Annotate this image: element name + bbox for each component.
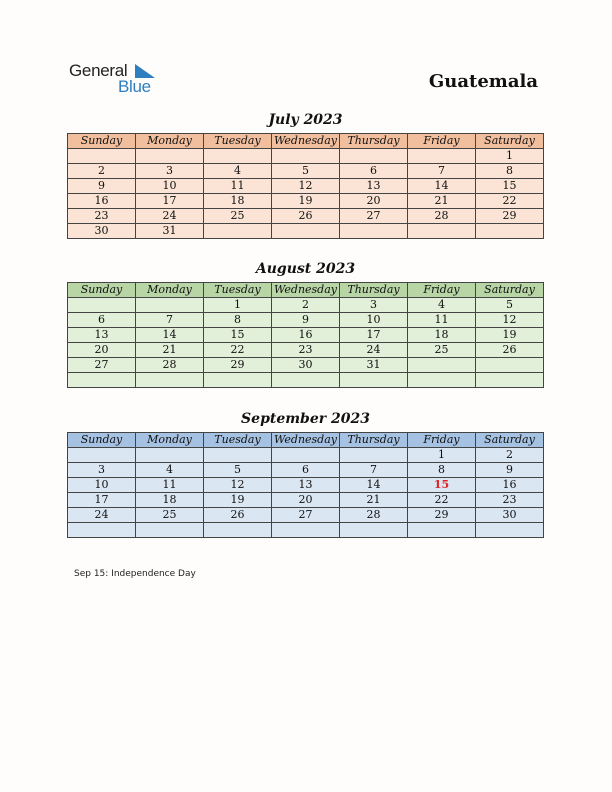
day-cell [136,149,204,164]
day-cell [272,448,340,463]
weekday-header: Saturday [476,134,544,149]
week-row [68,224,544,239]
day-cell: 19 [204,493,272,508]
day-cell: 17 [68,493,136,508]
day-cell: 8 [408,463,476,478]
day-cell: 27 [340,209,408,224]
day-cell: 4 [136,463,204,478]
day-cell: 6 [272,463,340,478]
day-cell: 2 [68,164,136,179]
weekday-header: Saturday [476,433,544,448]
day-cell: 23 [272,343,340,358]
day-cell: 2 [476,448,544,463]
day-cell [476,373,544,388]
day-cell: 14 [136,328,204,343]
day-cell [68,149,136,164]
weekday-header: Tuesday [204,433,272,448]
week-row [68,358,544,373]
day-cell: 28 [340,508,408,523]
day-cell: 5 [204,463,272,478]
day-cell [408,358,476,373]
day-cell: 20 [68,343,136,358]
day-cell: 10 [68,478,136,493]
weekday-header-row [68,134,544,149]
day-cell: 6 [68,313,136,328]
day-cell [136,373,204,388]
day-cell: 25 [408,343,476,358]
day-cell [408,523,476,538]
day-cell: 26 [204,508,272,523]
day-cell: 9 [476,463,544,478]
week-row [68,328,544,343]
day-cell: 10 [340,313,408,328]
logo-text-blue: Blue [118,77,151,96]
day-cell: 12 [476,313,544,328]
calendar-july [67,133,544,239]
day-cell: 21 [340,493,408,508]
day-cell: 31 [136,224,204,239]
day-cell [136,523,204,538]
day-cell [340,224,408,239]
day-cell: 1 [204,298,272,313]
weekday-header-row [68,433,544,448]
day-cell [408,149,476,164]
day-cell [68,298,136,313]
day-cell: 19 [272,194,340,209]
day-cell: 28 [408,209,476,224]
weekday-header: Monday [136,283,204,298]
day-cell: 26 [476,343,544,358]
day-cell [408,373,476,388]
weekday-header: Sunday [68,134,136,149]
weekday-header: Sunday [68,433,136,448]
week-row [68,194,544,209]
day-cell: 29 [204,358,272,373]
day-cell [68,373,136,388]
day-cell [272,149,340,164]
day-cell: 31 [340,358,408,373]
day-cell: 21 [408,194,476,209]
day-cell: 7 [340,463,408,478]
day-cell: 20 [340,194,408,209]
day-cell: 16 [68,194,136,209]
day-cell: 16 [272,328,340,343]
day-cell [476,358,544,373]
day-cell: 13 [68,328,136,343]
weekday-header: Friday [408,433,476,448]
day-cell: 4 [408,298,476,313]
day-cell: 12 [204,478,272,493]
day-cell: 30 [476,508,544,523]
day-cell: 6 [340,164,408,179]
day-cell: 23 [68,209,136,224]
day-cell [204,224,272,239]
day-cell [340,523,408,538]
holiday-notes: Sep 15: Independence Day [74,569,196,579]
day-cell: 3 [68,463,136,478]
day-cell: 22 [204,343,272,358]
calendar-august [67,282,544,388]
day-cell: 4 [204,164,272,179]
day-cell: 7 [136,313,204,328]
day-cell: 17 [340,328,408,343]
day-cell: 20 [272,493,340,508]
day-cell [272,523,340,538]
week-row [68,463,544,478]
day-cell: 24 [136,209,204,224]
day-cell: 15 [476,179,544,194]
weekday-header: Tuesday [204,134,272,149]
weekday-header: Sunday [68,283,136,298]
day-cell: 29 [476,209,544,224]
day-cell [272,224,340,239]
weekday-header: Wednesday [272,134,340,149]
day-cell [340,448,408,463]
day-cell [272,373,340,388]
day-cell: 22 [408,493,476,508]
weekday-header: Saturday [476,283,544,298]
day-cell: 11 [408,313,476,328]
day-cell: 3 [340,298,408,313]
day-cell: 19 [476,328,544,343]
week-row [68,179,544,194]
day-cell [204,523,272,538]
calendar-september [67,432,544,538]
day-cell: 13 [272,478,340,493]
day-cell: 18 [136,493,204,508]
week-row [68,164,544,179]
day-cell: 28 [136,358,204,373]
month-title-july: July 2023 [268,112,343,128]
day-cell: 18 [408,328,476,343]
week-row [68,298,544,313]
weekday-header: Thursday [340,433,408,448]
week-row [68,343,544,358]
weekday-header: Thursday [340,134,408,149]
day-cell: 8 [476,164,544,179]
logo-triangle-icon [135,64,155,78]
weekday-header: Friday [408,134,476,149]
week-row [68,373,544,388]
day-cell: 5 [476,298,544,313]
day-cell [204,373,272,388]
day-cell: 12 [272,179,340,194]
day-cell: 5 [272,164,340,179]
day-cell [340,149,408,164]
week-row [68,508,544,523]
month-title-august: August 2023 [255,261,356,277]
day-cell [136,298,204,313]
day-cell [408,224,476,239]
weekday-header: Friday [408,283,476,298]
day-cell: 24 [68,508,136,523]
day-cell: 30 [272,358,340,373]
weekday-header: Wednesday [272,433,340,448]
weekday-header: Monday [136,134,204,149]
weekday-header-row [68,283,544,298]
day-cell: 9 [68,179,136,194]
logo-text-general: General [69,61,128,80]
day-cell [340,373,408,388]
day-cell: 22 [476,194,544,209]
day-cell: 14 [408,179,476,194]
month-title-september: September 2023 [241,411,370,427]
day-cell: 2 [272,298,340,313]
day-cell: 14 [340,478,408,493]
day-cell [204,448,272,463]
day-cell: 25 [136,508,204,523]
weekday-header: Thursday [340,283,408,298]
day-cell: 8 [204,313,272,328]
week-row [68,493,544,508]
day-cell: 27 [68,358,136,373]
day-cell: 26 [272,209,340,224]
day-cell: 11 [204,179,272,194]
day-cell [68,448,136,463]
day-cell: 24 [340,343,408,358]
week-row [68,149,544,164]
day-cell: 9 [272,313,340,328]
day-cell [68,523,136,538]
day-cell: 1 [408,448,476,463]
day-cell: 25 [204,209,272,224]
day-cell: 16 [476,478,544,493]
day-cell [476,224,544,239]
day-cell [476,523,544,538]
day-cell: 13 [340,179,408,194]
logo [69,61,169,97]
day-cell: 23 [476,493,544,508]
day-cell: 29 [408,508,476,523]
weekday-header: Tuesday [204,283,272,298]
day-cell: 30 [68,224,136,239]
week-row [68,478,544,493]
day-cell: 27 [272,508,340,523]
weekday-header: Wednesday [272,283,340,298]
day-cell: 18 [204,194,272,209]
week-row [68,313,544,328]
week-row [68,448,544,463]
day-cell: 10 [136,179,204,194]
week-row [68,209,544,224]
weekday-header: Monday [136,433,204,448]
day-cell: 17 [136,194,204,209]
day-cell: 21 [136,343,204,358]
holiday-day-cell: 15 [408,478,476,493]
day-cell [136,448,204,463]
day-cell: 11 [136,478,204,493]
day-cell: 1 [476,149,544,164]
day-cell: 15 [204,328,272,343]
week-row [68,523,544,538]
day-cell: 7 [408,164,476,179]
country-title: Guatemala [428,71,538,92]
day-cell: 3 [136,164,204,179]
day-cell [204,149,272,164]
